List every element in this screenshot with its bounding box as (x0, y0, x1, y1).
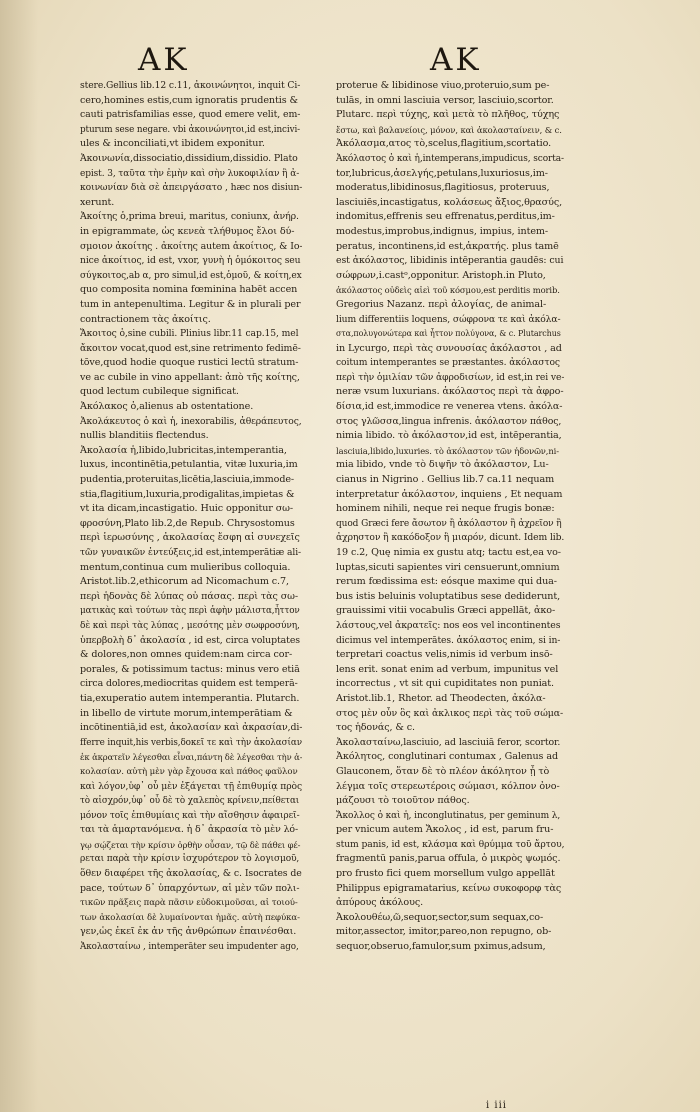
text-line: ὅθεν διαφέρει τῆς ἀκολασίας, & c. Isocrates de (80, 868, 302, 880)
text-line: quod lectum cubileque significat. (80, 386, 239, 398)
text-line: tōve,quod hodie quoque rustici lectū stratum- (80, 357, 299, 369)
text-line: pro frusto fici quem morsellum vulgo appellāt (336, 868, 555, 880)
text-line: φροσύνη,Plato lib.2,de Repub. Chrysostomus (80, 517, 295, 529)
text-line: Glauconem, ὅταν δὲ τὸ πλέον ἀκόλητον ᾖ τὸ (336, 765, 550, 777)
text-line: καὶ λόγον,ὑφ᾽ οὗ μὲν ἐξάγεται τῇ ἐπιθυμίᾳ πρὸς (80, 780, 302, 792)
text-line: est ἀκόλαστος, libidinis intēperantia gaudēs: cui (336, 255, 564, 267)
text-line: bus istis beluinis voluptatibus sese dediderunt, (336, 590, 561, 602)
text-line: pturum sese negare. vbi ἀκοινώνητοι,id est,incivi- (80, 124, 301, 135)
text-line: circa dolores,mediocritas quidem est temperā- (80, 678, 298, 690)
text-line: Ἄκολλος ὁ καὶ ἡ, inconglutinatus, per geminum λ, (336, 810, 561, 821)
text-line: Ἀκοινωνία,dissociatio,dissidium,dissidio. Plato (80, 152, 298, 164)
text-line: per vnicum autem Ἄκολος , id est, parum fru- (336, 824, 554, 836)
text-line: ἔστω, καὶ βαλανείοις, μόνον, καὶ ἀκολασταίνειν, & c. (336, 124, 562, 135)
text-line: dicimus vel intemperātes. ἀκόλαστος enim, si in- (336, 634, 561, 646)
text-line: Plutarc. περὶ τύχης, καὶ μετὰ τὸ πλῆθος, τύχης (336, 109, 560, 121)
text-line: sequor,obseruo,famulor,sum pximus,adsum, (336, 941, 546, 953)
left-column-headword: AK (138, 42, 190, 78)
text-line: περὶ τὴν ὁμιλίαν τῶν ἀφροδισίων, id est,in rei ve- (336, 371, 564, 383)
text-line: peratus, incontinens,id est,ἀκρατής. plus tamē (336, 240, 559, 252)
text-line: Ἀκόλασμα,ατος τὸ,scelus,flagitium,scortatio. (336, 138, 552, 150)
text-line: pudentia,proteruitas,licētia,lasciuia,immode- (80, 474, 295, 486)
text-line: in libello de virtute morum,intemperātiam & (80, 707, 293, 719)
text-line: Aristot.lib.1, Rhetor. ad Theodecten, ἀκόλα- (336, 692, 546, 704)
gutter-shadow (0, 0, 38, 1112)
text-line: tor,lubricus,ἀσελγής,petulans,luxuriosus,im- (336, 167, 548, 179)
text-line: ἐκ ἀκρατεῖν λέγεσθαι εἶναι,πάντη δὲ λέγεσθαι τὴν ἀ- (80, 752, 302, 763)
text-line: xerunt. (80, 196, 115, 208)
text-line: in Lycurgo, περὶ τὰς συνουσίας ἀκόλαστοι , ad (336, 342, 562, 354)
text-line: ἀπύρους ἀκόλους. (336, 897, 424, 909)
text-line: κολασίαν. αὐτὴ μὲν γὰρ ἔχουσα καὶ πάθος φαῦλον (80, 766, 298, 777)
text-line: 19 c.2, Quę nimia ex gustu atq; tactu est,ea vo- (336, 547, 561, 558)
text-line: & dolores,non omnes quidem:nam circa cor- (80, 649, 293, 661)
text-line: nullis blanditiis flectendus. (80, 430, 209, 442)
text-line: luxus, incontinētia,petulantia, vitæ luxuria,im (80, 459, 298, 471)
text-line: ἀχρηστον ἢ κακόδοξον ἢ μιαρόν, dicunt. Idem lib. (336, 532, 564, 544)
text-line: luptas,sicuti sapientes viri censuerunt,omnium (336, 561, 560, 573)
text-line: ules & inconciliati,vt ibidem exponitur. (80, 138, 265, 150)
text-line: terpretari coactus velis,nimis id verbum insō- (336, 649, 553, 661)
text-line: Ἀκόλακος ὁ,alienus ab ostentatione. (80, 401, 254, 413)
text-line: contractionem τὰς ἀκοίτις. (80, 313, 211, 325)
text-line: indomitus,effrenis seu effrenatus,perditus,im- (336, 211, 555, 223)
text-line: τῶν γυναικῶν ἐντεύξεις,id est,intemperātiæ ali- (80, 547, 302, 558)
text-line: ve ac cubile in vino appellant: ἀπὸ τῆς κοίτης, (80, 371, 300, 383)
text-line: ται τὰ ἁμαρτανόμενα. ἡ δ᾽ ἀκρασία τὸ μὲν λό- (80, 824, 299, 836)
text-line: Gregorius Nazanz. περὶ ἀλογίας, de animal- (336, 298, 547, 310)
text-line: τὸ αἰσχρόν,ὑφ᾽ οὗ δὲ τὸ χαλεπὸς κρίνειν,πείθεται (80, 796, 300, 807)
text-line: σμοιον ἀκοίτης . ἀκοίτης autem ἀκοίτιος, & Io- (80, 240, 302, 252)
text-line: Ἀκοίτης ὁ,prima breui, maritus, coniunx, ἀνήρ. (80, 211, 299, 223)
text-line: proterue & libidinose viuo,proteruio,sum pe- (336, 80, 550, 91)
text-line: δὲ καὶ περὶ τὰς λύπας , μεσότης μὲν σωφροσύνη, (80, 620, 300, 631)
text-line: tum in antepenultima. Legitur & in plurali per (80, 298, 301, 310)
text-line: δίσια,id est,immodice re venerea vtens. ἀκόλα- (336, 401, 563, 413)
text-line: coitum intemperantes se præstantes. ἀκόλαστος (336, 357, 560, 369)
text-line: nimia libido. τὸ ἀκόλαστον,id est, intēperantia, (336, 430, 562, 442)
text-line: Ἀκολασταίνω , intemperāter seu impudenter ago, (80, 942, 299, 953)
text-line: grauissimi vitii vocabulis Græci appellāt, ἀκο- (336, 605, 556, 617)
text-line: tulās, in omni lasciuia versor, lasciuio,scortor. (336, 94, 554, 106)
text-line: των ἀκολασίαι δὲ λυμαίνονται ἡμᾶς. αὐτὴ πεφύκα- (80, 912, 300, 923)
text-line: μόνον τοῖς ἐπιθυμίαις καὶ τὴν αἴσθησιν ἀφαιρεῖ- (80, 810, 300, 821)
text-line: incorrectus , vt sit qui cupiditates non puniat. (336, 678, 555, 690)
text-line: cero,homines estis,cum ignoratis prudentis & (80, 94, 298, 106)
text-line: cauti patrisfamilias esse, quod emere velit, em- (80, 109, 301, 121)
text-line: Ἀκόλητος, conglutinari contumax , Galenus ad (336, 751, 558, 763)
text-line: Ἄκοιτος ὁ,sine cubili. Plinius libr.11 cap.15, mel (80, 328, 299, 340)
text-line: tia,exuperatio autem intemperantia. Plutarch. (80, 692, 300, 704)
text-line: ὑπερβολὴ δ᾽ ἀκολασία , id est, circa voluptates (80, 634, 300, 646)
signature-mark: i iii (486, 1100, 507, 1111)
text-line: vt ita dicam,incastigatio. Huic opponitur σω- (80, 503, 294, 515)
text-line: pace, τούτων δ᾽ ὑπαρχόντων, αἱ μὲν τῶν πολι- (80, 882, 300, 894)
text-line: quo composita nomina fœminina habēt accen (80, 284, 298, 296)
text-line: Ἀκολουθέω,ῶ,sequor,sector,sum sequax,co- (336, 911, 544, 923)
text-line: porales, & potissimum tactus: minus vero etiā (80, 663, 300, 675)
text-line: in epigrammate, ὡς κενεὰ τλήθυμος ἔλοι δύ- (80, 225, 295, 237)
text-line: stia,flagitium,luxuria,prodigalitas,impietas & (80, 488, 295, 500)
right-column-headword: AK (430, 42, 482, 78)
text-line: ματικὰς καὶ τούτων τὰς περὶ ἁφὴν μάλιστα,ἧττον (80, 606, 300, 617)
text-line: lasciuiēs,incastigatus, κολάσεως ἄξιος,θρασύς, (336, 196, 563, 208)
text-line: Ἀκολασταίνω,lasciuio, ad lasciuiā feror, scortor. (336, 736, 561, 748)
text-line: μάζουσι τὸ τοιοῦτον πάθος. (336, 795, 470, 807)
text-line: ἀκόλαστος οὐδεὶς αἰεὶ τοῦ κόσμου,est perditis morib. (336, 285, 560, 296)
text-line: ἄκοιτον vocat,quod est,sine retrimento fedimē- (80, 342, 301, 354)
text-line: κοινωνίαν διὰ σὲ ἀπειργάσατο , hæc nos disiun- (80, 182, 302, 194)
right-text-column (336, 79, 564, 955)
text-line: incōtinentiā,id est, ἀκολασίαν καὶ ἀκρασίαν,di- (80, 722, 302, 734)
text-line: hominem nihili, neque rei neque frugis bonæ: (336, 503, 555, 515)
text-line: lasciuia,libido,luxuries. τὸ ἀκόλαστον τῶν ἡδονῶν,ni- (336, 445, 559, 456)
text-line: γεν,ὡς ἐκεῖ ἐκ ἀν τῆς ἀνθρώπων ἐπαινέσθαι. (80, 926, 297, 938)
text-line: στα,πολυγονώτερα καὶ ἧττον πολύγονα, & c. Plutarchus (336, 329, 561, 339)
text-line: τικῶν πρᾶξεις παρὰ πᾶσιν εὐδοκιμοῦσαι, αἱ τοιού- (80, 898, 298, 909)
left-text-column (80, 79, 302, 955)
text-line: περὶ ἡδονὰς δὲ λύπας οὐ πάσας. περὶ τὰς σω- (80, 590, 299, 602)
text-line: stum panis, id est, κλάσμα καὶ θρύμμα τοῦ ἄρτου, (336, 838, 564, 850)
text-line: λάστους,vel ἀκρατεῖς: nos eos vel incontinentes (336, 619, 561, 631)
text-line: nice ἀκοίτιος, id est, vxor, γυνὴ ἡ ὁμόκοιτος seu (80, 255, 301, 267)
text-line: τος ἡδονάς, & c. (336, 722, 416, 734)
text-line: λέγμα τοῖς στερεωτέροις σώμασι, κόλπον ὀνο- (336, 780, 560, 792)
text-line: στος γλῶσσα,lingua infrenis. ἀκόλαστον πάθος, (336, 415, 562, 427)
text-line: mentum,continua cum mulieribus colloquia. (80, 561, 291, 573)
text-line: στος μὲν οὖν ὃς καὶ ἀκλικος περὶ τὰς τοῦ σώμα- (336, 707, 564, 719)
text-line: modestus,improbus,indignus, impius, intem- (336, 225, 549, 237)
text-line: γῳ σῴζεται τὴν κρίσιν ὀρθὴν οὖσαν, τῷ δὲ πάθει φέ- (80, 839, 301, 850)
text-line: moderatus,libidinosus,flagitiosus, proteruus, (336, 182, 550, 194)
text-line: περὶ ἱερωσύνης , ἀκολασίας ἔσφη αἱ συνεχεῖς (80, 532, 300, 544)
text-line: σώφρων,i.castᵒ,opponitur. Aristoph.in Pluto, (336, 269, 546, 281)
text-line: quod Græci fere ἄσωτον ἢ ἀκόλαστον ἢ ἀχρεῖον ἢ (336, 518, 562, 529)
text-line: mia libido, vnde τὸ διψῆν τὸ ἀκόλαστον, Lu- (336, 459, 549, 471)
text-line: Philippus epigramatarius, κείνω συκοφορφ τὰς (336, 882, 562, 894)
text-line: lium differentiis loquens, σώφρονα τε καὶ ἀκόλα- (336, 313, 561, 325)
text-line: epist. 3, ταῦτα τὴν ἐμὴν καὶ σὴν λυκοφιλίαν ἢ ἀ- (80, 168, 300, 179)
text-line: Ἀκολάκευτος ὁ καὶ ἡ, inexorabilis, ἀθεράπευτος, (80, 415, 302, 427)
text-line: stere.Gellius lib.12 c.11, ἀκοινώνητοι, inquit Ci- (80, 80, 301, 91)
text-line: rerum fœdissima est: eósque maxime qui dua- (336, 576, 557, 588)
text-line: ρεται παρὰ τὴν κρίσιν ἰσχυρότερον τὸ λογισμοῦ, (80, 854, 300, 865)
text-line: σύγκοιτος,ab α, pro simul,id est,ὁμοῦ, & κοίτη,ex (80, 270, 302, 281)
text-line: interpretatur ἀκόλαστον, inquiens , Et nequam (336, 488, 563, 500)
text-line: mitor,assector, imitor,pareo,non repugno, ob- (336, 926, 552, 938)
text-line: lens erit. sonat enim ad verbum, impunitus vel (336, 663, 559, 675)
text-line: Ἀκόλαστος ὁ καὶ ἡ,intemperans,impudicus, scorta- (336, 153, 564, 164)
text-line: neræ vsum luxurians. ἀκόλαστος περὶ τὰ ἀφρο- (336, 386, 564, 398)
text-line: fferre inquit,his verbis,δοκεῖ τε καὶ τὴν ἀκολασίαν (80, 737, 302, 748)
text-line: fragmentū panis,parua offula, ὁ μικρὸς ψωμός. (336, 853, 561, 865)
text-line: Ἀκολασία ἡ,libido,lubricitas,intemperantia, (80, 444, 287, 456)
text-line: Aristot.lib.2,ethicorum ad Nicomachum c.7, (80, 576, 289, 588)
text-line: cianus in Nigrino . Gellius lib.7 ca.11 nequam (336, 474, 555, 486)
